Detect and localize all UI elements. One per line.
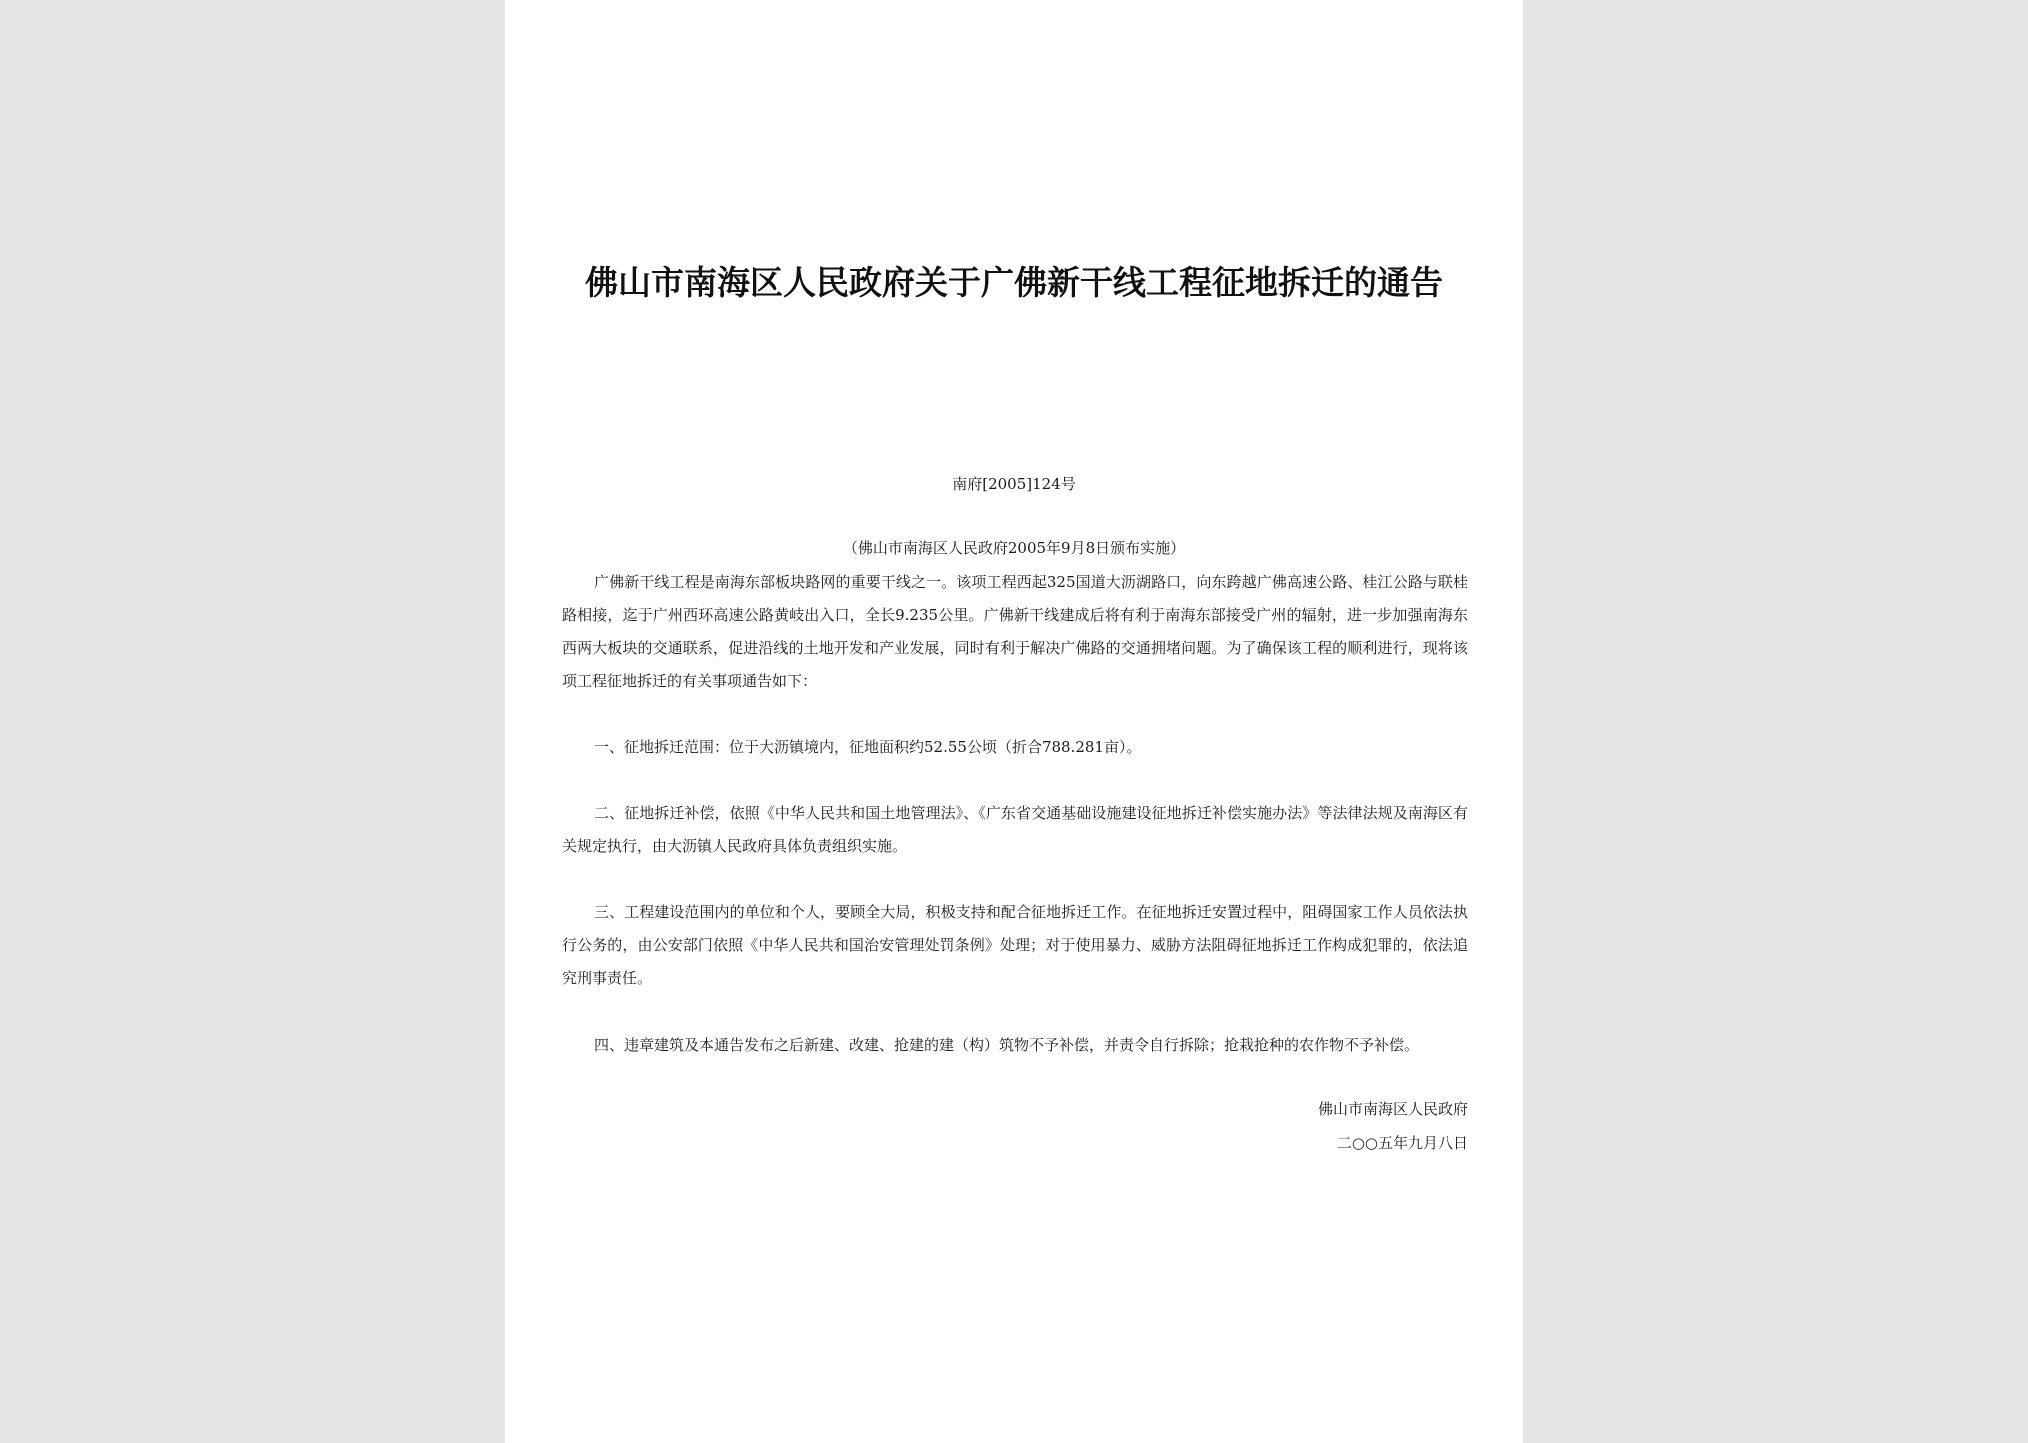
signature-organization: 佛山市南海区人民政府 bbox=[1317, 1100, 1468, 1118]
paragraph-intro: 广佛新干线工程是南海东部板块路网的重要干线之一。该项工程西起325国道大沥湖路口，向东跨越广佛高速公路、桂江公路与联桂路相接，迄于广州西环高速公路黄岐出入口，全长9.235公里。广佛新干线建成后将有利于南海东部接受广州的辐射，进一步加强南海东西两大板块的交通联系，促进沿线的土地开发和产业发展，同时有利于解决广佛路的交通拥堵问题。为了确保该工程的顺利进行，现将该项工程征地拆迁的有关事项通告如下： bbox=[562, 573, 1468, 690]
paragraph-item-2: 二、征地拆迁补偿，依照《中华人民共和国土地管理法》、《广东省交通基础设施建设征地拆迁补偿实施办法》等法律法规及南海区有关规定执行，由大沥镇人民政府具体负责组织实施。 bbox=[562, 804, 1468, 855]
signature-date: 二○○五年九月八日 bbox=[1336, 1134, 1468, 1152]
paragraph-item-1: 一、征地拆迁范围：位于大沥镇境内，征地面积约52.55公顷（折合788.281亩）。 bbox=[594, 738, 1142, 756]
document-number: 南府[2005]124号 bbox=[952, 475, 1076, 493]
paragraph-item-3: 三、工程建设范围内的单位和个人，要顾全大局，积极支持和配合征地拆迁工作。在征地拆迁安置过程中，阻碍国家工作人员依法执行公务的，由公安部门依照《中华人民共和国治安管理处罚条例》处理；对于使用暴力、威胁方法阻碍征地拆迁工作构成犯罪的，依法追究刑事责任。 bbox=[562, 903, 1468, 987]
document-source-note: （佛山市南海区人民政府2005年9月8日颁布实施） bbox=[842, 539, 1186, 557]
document-page bbox=[505, 0, 1523, 1443]
document-title: 佛山市南海区人民政府关于广佛新干线工程征地拆迁的通告 bbox=[585, 263, 1443, 302]
paragraph-item-4: 四、违章建筑及本通告发布之后新建、改建、抢建的建（构）筑物不予补偿，并责令自行拆除；抢栽抢种的农作物不予补偿。 bbox=[594, 1036, 1420, 1054]
